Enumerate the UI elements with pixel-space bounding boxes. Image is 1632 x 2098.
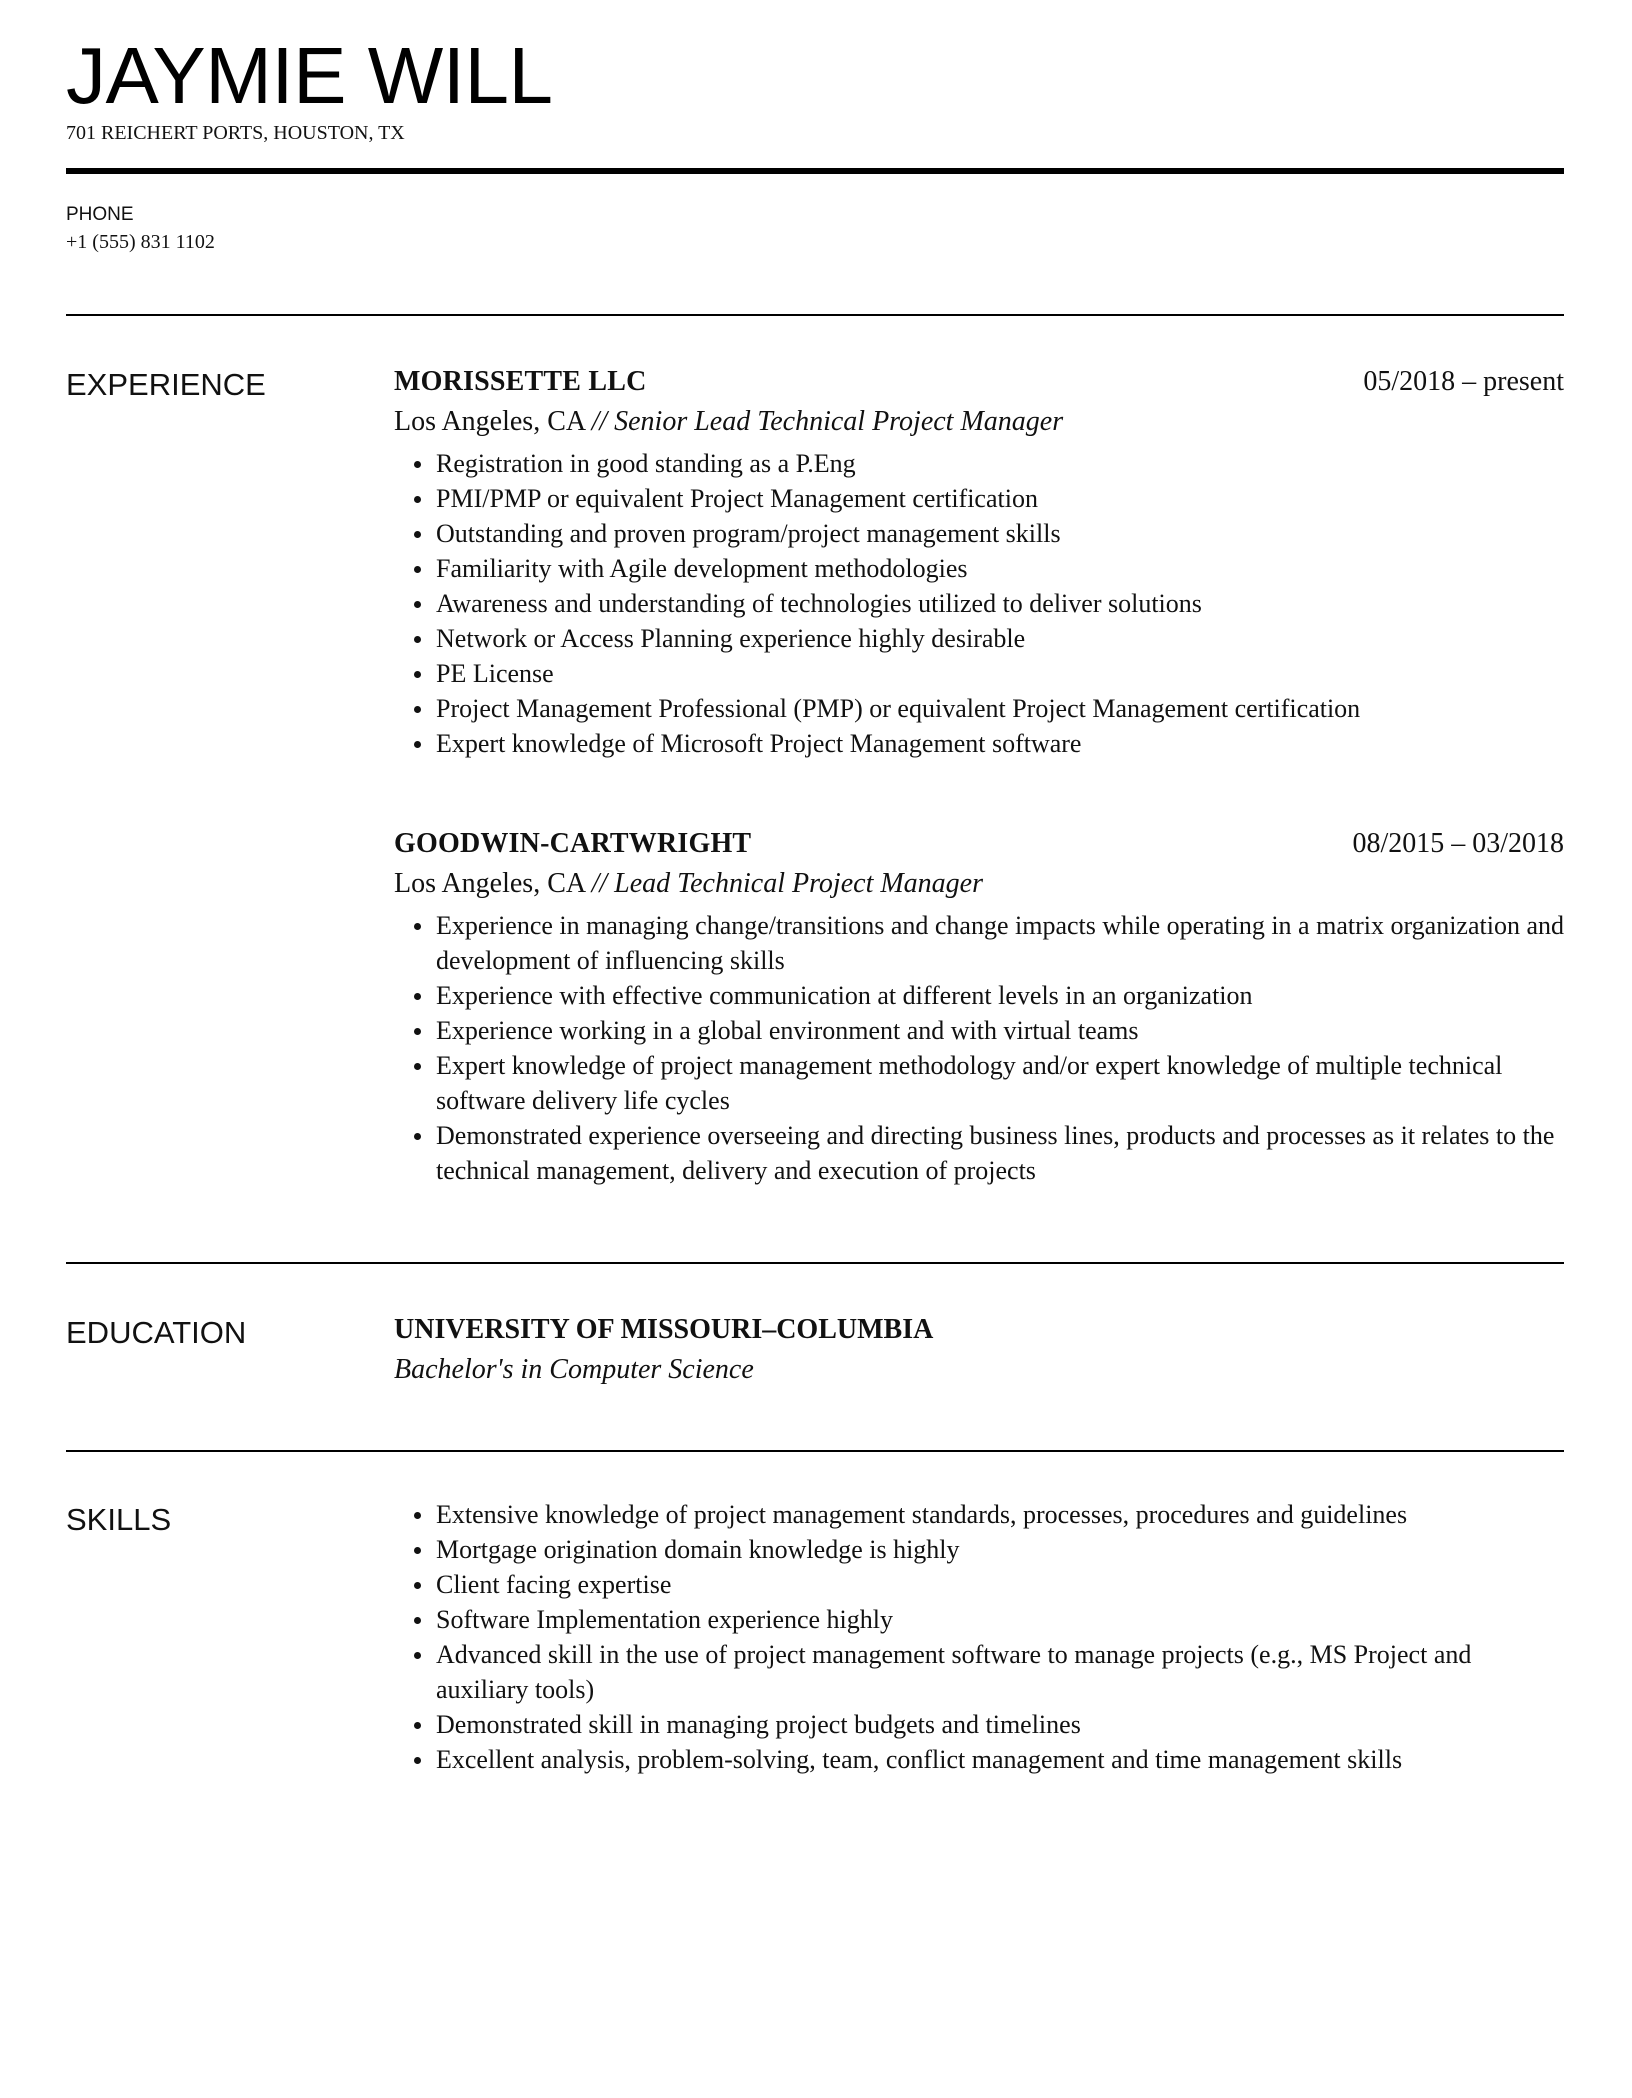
job-bullets (394, 446, 1564, 761)
header-divider (66, 168, 1564, 174)
phone-label: PHONE (66, 204, 134, 225)
school-name: UNIVERSITY OF MISSOURI–COLUMBIA (394, 1314, 934, 1345)
bullet-icon (414, 1652, 421, 1659)
education-heading: EDUCATION (66, 1315, 247, 1350)
job-dates: 08/2015 – 03/2018 (1352, 828, 1564, 859)
bullet-icon (414, 1617, 421, 1624)
bullet-icon (414, 531, 421, 538)
list-item: Expert knowledge of project management methodology and/or expert knowledge of multiple technical software delivery life cycles (394, 1048, 1564, 1118)
job-header (394, 824, 1564, 864)
experience-heading: EXPERIENCE (66, 367, 266, 402)
bullet-icon (414, 566, 421, 573)
bullet-icon (414, 923, 421, 930)
skills-heading: SKILLS (66, 1502, 172, 1537)
company-name: MORISSETTE LLC (394, 366, 647, 397)
bullet-icon (414, 496, 421, 503)
skills-list (394, 1497, 1564, 1777)
bullet-icon (414, 706, 421, 713)
job-separator: // (591, 868, 615, 899)
bullet-icon (414, 601, 421, 608)
candidate-address: 701 REICHERT PORTS, HOUSTON, TX (66, 122, 405, 144)
bullet-icon (414, 1722, 421, 1729)
bullet-icon (414, 1063, 421, 1070)
bullet-icon (414, 741, 421, 748)
education-section (394, 1310, 1564, 1390)
list-item: Outstanding and proven program/project management skills (394, 516, 1564, 551)
section-divider (66, 1262, 1564, 1264)
section-divider (66, 1450, 1564, 1452)
job-subline (394, 864, 1564, 904)
job-entry (394, 362, 1564, 761)
job-role: Lead Technical Project Manager (614, 868, 983, 899)
bullet-icon (414, 1133, 421, 1140)
list-item: Extensive knowledge of project management standards, processes, procedures and guidelines (394, 1497, 1564, 1532)
list-item: Demonstrated experience overseeing and directing business lines, products and processes as it relates to the technical management, delivery and execution of projects (394, 1118, 1564, 1188)
bullet-icon (414, 1512, 421, 1519)
list-item: Client facing expertise (394, 1567, 1564, 1602)
list-item: Registration in good standing as a P.Eng (394, 446, 1564, 481)
job-location: Los Angeles, CA (394, 406, 585, 437)
list-item: Expert knowledge of Microsoft Project Management software (394, 726, 1564, 761)
list-item: Software Implementation experience highly (394, 1602, 1564, 1637)
list-item: Awareness and understanding of technologies utilized to deliver solutions (394, 586, 1564, 621)
list-item: Familiarity with Agile development methodologies (394, 551, 1564, 586)
bullet-icon (414, 671, 421, 678)
job-subline (394, 402, 1564, 442)
list-item: Experience with effective communication at different levels in an organization (394, 978, 1564, 1013)
list-item: PE License (394, 656, 1564, 691)
bullet-icon (414, 1757, 421, 1764)
list-item: Advanced skill in the use of project management software to manage projects (e.g., MS Project and auxiliary tools) (394, 1637, 1564, 1707)
phone-value: +1 (555) 831 1102 (66, 231, 215, 253)
bullet-icon (414, 636, 421, 643)
skills-section (394, 1497, 1564, 1777)
company-name: GOODWIN-CARTWRIGHT (394, 828, 752, 859)
job-role: Senior Lead Technical Project Manager (614, 406, 1064, 437)
section-divider (66, 314, 1564, 316)
contact-block (66, 202, 215, 256)
list-item: Demonstrated skill in managing project budgets and timelines (394, 1707, 1564, 1742)
list-item: Mortgage origination domain knowledge is highly (394, 1532, 1564, 1567)
job-header (394, 362, 1564, 402)
list-item: Project Management Professional (PMP) or equivalent Project Management certification (394, 691, 1564, 726)
bullet-icon (414, 1547, 421, 1554)
degree-name: Bachelor's in Computer Science (394, 1354, 754, 1385)
bullet-icon (414, 461, 421, 468)
bullet-icon (414, 1028, 421, 1035)
job-separator: // (591, 406, 615, 437)
list-item: Excellent analysis, problem-solving, team, conflict management and time management skills (394, 1742, 1564, 1777)
candidate-name: JAYMIE WILL (66, 31, 553, 120)
job-dates: 05/2018 – present (1363, 366, 1564, 397)
list-item: PMI/PMP or equivalent Project Management certification (394, 481, 1564, 516)
list-item: Experience in managing change/transitions and change impacts while operating in a matrix organization and development of influencing skills (394, 908, 1564, 978)
job-location: Los Angeles, CA (394, 868, 585, 899)
list-item: Experience working in a global environment and with virtual teams (394, 1013, 1564, 1048)
bullet-icon (414, 993, 421, 1000)
list-item: Network or Access Planning experience highly desirable (394, 621, 1564, 656)
job-entry (394, 824, 1564, 1188)
bullet-icon (414, 1582, 421, 1589)
job-bullets (394, 908, 1564, 1188)
